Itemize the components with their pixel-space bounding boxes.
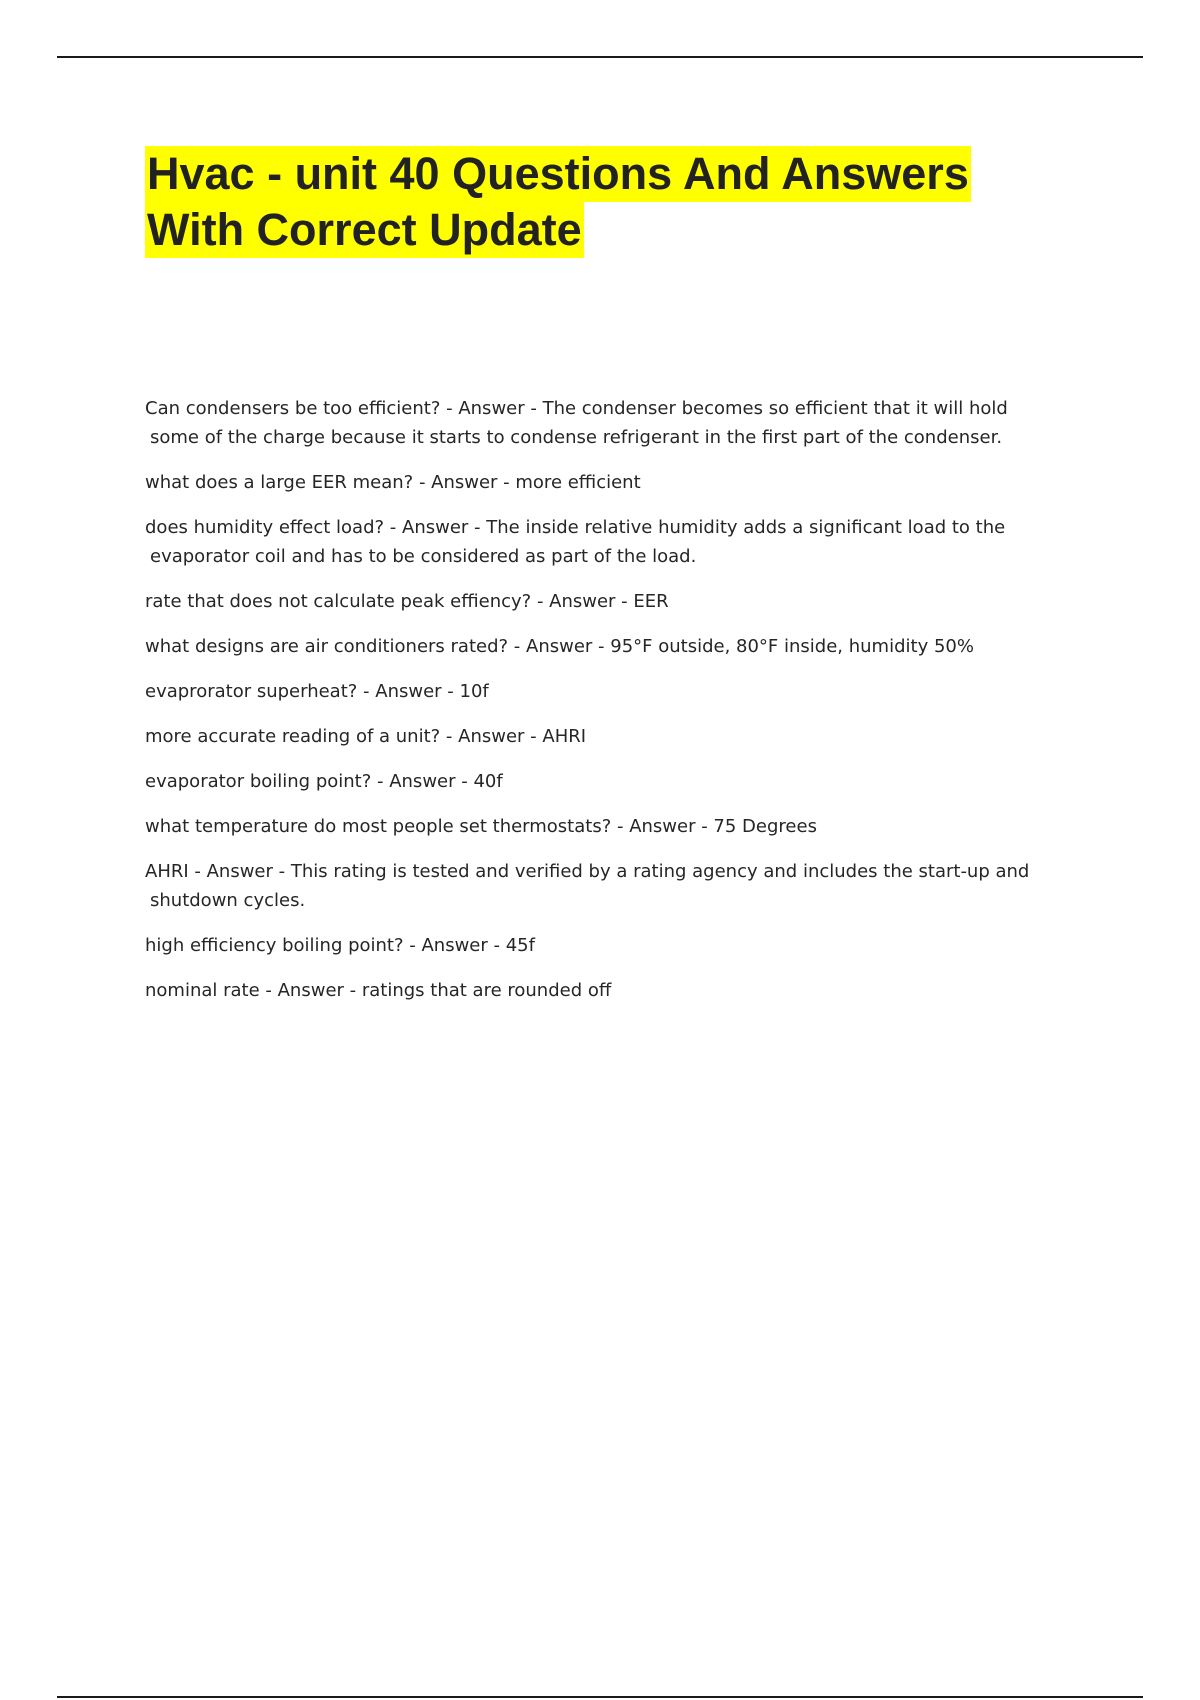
- qa-item: Can condensers be too efficient? - Answer - The condenser becomes so efficient that it will hold some of the charge because it starts to condense refrigerant in the first part of the condenser.: [145, 398, 1008, 448]
- title-line-2: With Correct Update: [145, 202, 584, 258]
- qa-item: what does a large EER mean? - Answer - more efficient: [145, 472, 641, 493]
- qa-item: what designs are air conditioners rated? - Answer - 95°F outside, 80°F inside, humidity 50%: [145, 636, 974, 657]
- qa-item: what temperature do most people set thermostats? - Answer - 75 Degrees: [145, 816, 817, 837]
- qa-item: AHRI - Answer - This rating is tested and verified by a rating agency and includes the start-up and shutdown cycles.: [145, 861, 1030, 911]
- qa-item: more accurate reading of a unit? - Answer - AHRI: [145, 726, 587, 747]
- qa-item: high efficiency boiling point? - Answer - 45f: [145, 935, 535, 956]
- qa-item: rate that does not calculate peak effiency? - Answer - EER: [145, 591, 669, 612]
- document-title: [145, 146, 1065, 258]
- title-line-1: Hvac - unit 40 Questions And Answers: [145, 146, 971, 202]
- footer-rule: [57, 1696, 1143, 1698]
- qa-list: [145, 394, 1060, 1021]
- header-rule: [57, 56, 1143, 58]
- qa-item: nominal rate - Answer - ratings that are rounded off: [145, 980, 612, 1001]
- qa-item: evaprorator superheat? - Answer - 10f: [145, 681, 489, 702]
- qa-item: does humidity effect load? - Answer - The inside relative humidity adds a significant load to the evaporator coil and has to be considered as part of the load.: [145, 517, 1006, 567]
- qa-item: evaporator boiling point? - Answer - 40f: [145, 771, 503, 792]
